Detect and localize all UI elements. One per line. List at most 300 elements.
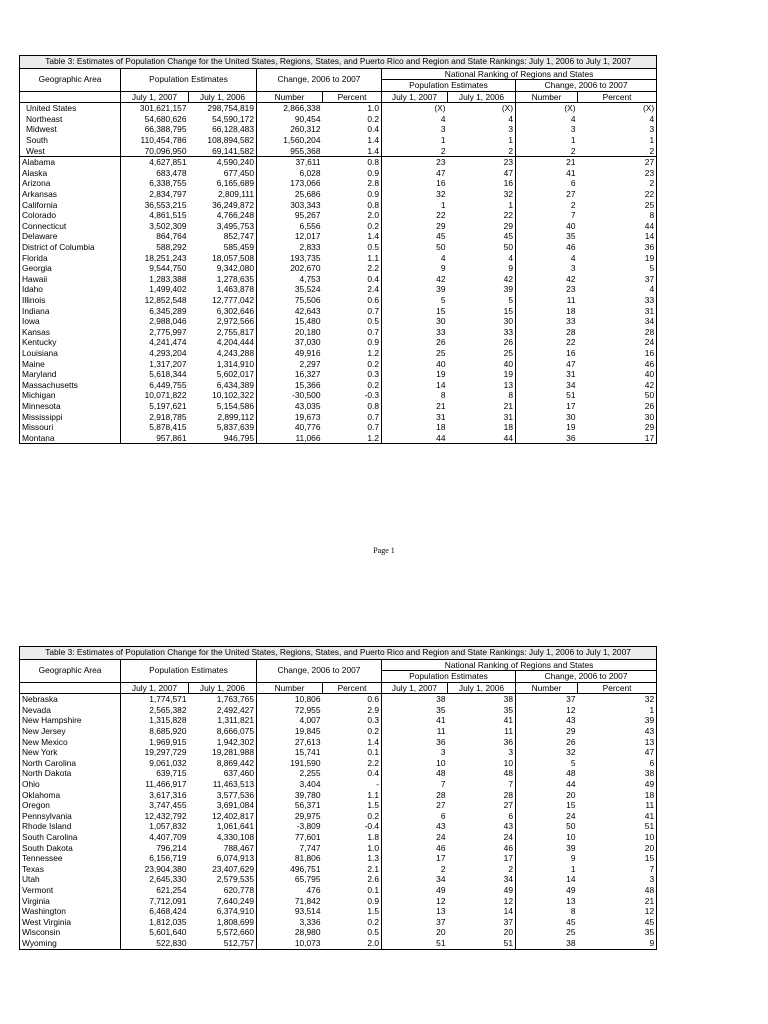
value-cell: 3,502,309 <box>121 221 189 232</box>
value-cell: 21 <box>448 401 516 412</box>
value-cell: 29,975 <box>294 810 321 821</box>
value-cell: 65,795 <box>294 874 321 885</box>
subheader-row <box>20 91 657 103</box>
table-row <box>20 242 657 253</box>
value-cell: 37 <box>516 694 578 705</box>
value-cell: 12,432,792 <box>121 811 189 822</box>
table-row <box>20 135 657 146</box>
value-cell: 38 <box>578 768 657 779</box>
value-cell: 1.3 <box>323 853 382 864</box>
geographic-area-cell: Florida <box>20 253 121 264</box>
subheader-cell: July 1, 2006 <box>448 682 516 694</box>
value-cell: 77,601 <box>294 832 321 842</box>
subheader-row <box>20 682 657 694</box>
value-cell: 42 <box>436 273 446 284</box>
value-cell: 3 <box>578 124 657 135</box>
value-cell: -0.3 <box>323 390 382 401</box>
geographic-area-cell: Indiana <box>20 306 121 317</box>
table-row <box>20 189 657 200</box>
value-cell: 71,842 <box>294 895 321 906</box>
value-cell: 31 <box>448 412 516 423</box>
value-cell: 0.5 <box>323 242 382 253</box>
value-cell: 32 <box>566 747 576 758</box>
value-cell: 37,611 <box>257 157 323 168</box>
value-cell: 3,336 <box>299 916 321 927</box>
value-cell: 1.5 <box>323 906 382 917</box>
value-cell: 16 <box>436 178 446 189</box>
value-cell: 0.4 <box>323 124 382 135</box>
geographic-area-cell: Wyoming <box>20 938 121 949</box>
value-cell: 4 <box>570 252 576 263</box>
table-row <box>20 253 657 264</box>
value-cell: 788,467 <box>189 843 257 854</box>
value-cell: 4,861,515 <box>121 210 189 221</box>
value-cell: 5 <box>578 263 657 274</box>
value-cell: 25 <box>448 348 516 359</box>
value-cell: 0.8 <box>323 200 382 211</box>
value-cell: 12,777,042 <box>189 295 257 306</box>
value-cell: 29 <box>566 726 576 737</box>
geographic-area-cell: New Hampshire <box>20 715 121 726</box>
value-cell: 110,454,786 <box>121 135 189 146</box>
value-cell: 2,565,382 <box>121 705 189 716</box>
geographic-area-cell: Idaho <box>20 284 121 295</box>
table-row <box>20 369 657 380</box>
value-cell: 44 <box>578 221 657 232</box>
value-cell: 260,312 <box>290 124 321 135</box>
value-cell: 32 <box>578 694 657 705</box>
value-cell: 48 <box>578 885 657 896</box>
value-cell: 50 <box>578 390 657 401</box>
value-cell: 23,407,629 <box>189 864 257 875</box>
value-cell: 5,197,621 <box>121 401 189 412</box>
value-cell: 1,315,828 <box>121 715 189 726</box>
geographic-area-cell: North Dakota <box>20 768 121 779</box>
geographic-area-cell: Utah <box>20 874 121 885</box>
value-cell: 1.4 <box>323 135 382 146</box>
value-cell: 6 <box>578 758 657 769</box>
value-cell: 0.6 <box>323 295 382 306</box>
value-cell: 864,764 <box>121 231 189 242</box>
geographic-area-cell: Maryland <box>20 369 121 380</box>
value-cell: 36 <box>516 433 578 444</box>
table-row <box>20 168 657 179</box>
value-cell: 19 <box>436 369 446 380</box>
value-cell: 2 <box>440 863 446 874</box>
value-cell: 1,057,832 <box>121 821 189 832</box>
geographic-area-cell: Hawaii <box>20 274 121 285</box>
value-cell: 33 <box>566 316 576 327</box>
value-cell: 42 <box>566 273 576 284</box>
value-cell: 20 <box>436 927 446 938</box>
value-cell: 11 <box>578 800 657 811</box>
value-cell: 44 <box>566 779 576 790</box>
value-cell: (X) <box>382 103 448 114</box>
value-cell: 47 <box>436 167 446 178</box>
value-cell: 50 <box>436 242 446 252</box>
value-cell: 1,463,878 <box>189 284 257 295</box>
table-row <box>20 758 657 769</box>
subheader-cell: Percent <box>323 682 382 694</box>
value-cell: 30 <box>436 316 446 327</box>
value-cell: 11,466,917 <box>121 779 189 790</box>
table-row <box>20 715 657 726</box>
value-cell: 2.1 <box>323 864 382 875</box>
geographic-area-cell: Kentucky <box>20 337 121 348</box>
value-cell: 35 <box>566 231 576 242</box>
value-cell: 23 <box>578 168 657 179</box>
value-cell: 6 <box>440 810 446 821</box>
table-row <box>20 726 657 737</box>
value-cell: 4 <box>570 113 576 124</box>
value-cell: 6,345,289 <box>121 306 189 317</box>
value-cell: 0.5 <box>323 927 382 938</box>
geographic-area-cell: Alaska <box>20 168 121 179</box>
value-cell: 2 <box>440 145 446 156</box>
value-cell: 26 <box>436 337 446 348</box>
value-cell: 2 <box>448 146 516 157</box>
geographic-area-cell: Mississippi <box>20 412 121 423</box>
value-cell: 3,495,753 <box>189 221 257 232</box>
geographic-area-cell: Ohio <box>20 779 121 790</box>
value-cell: 10 <box>578 832 657 843</box>
value-cell: 2,866,338 <box>257 103 323 114</box>
value-cell: 173,066 <box>290 178 321 189</box>
geographic-area-cell: Missouri <box>20 422 121 433</box>
value-cell: 4,293,204 <box>121 348 189 359</box>
value-cell: 16 <box>578 348 657 359</box>
value-cell: 12 <box>578 906 657 917</box>
value-cell: 43 <box>436 821 446 832</box>
value-cell: 25 <box>436 347 446 358</box>
value-cell: 48 <box>448 768 516 779</box>
value-cell: 1.1 <box>323 790 382 801</box>
value-cell: 10,071,822 <box>121 390 189 401</box>
value-cell: 45 <box>436 231 446 242</box>
value-cell: 44 <box>448 433 516 444</box>
value-cell: 72,955 <box>294 704 321 715</box>
value-cell: 14 <box>448 906 516 917</box>
value-cell: 50 <box>566 821 576 832</box>
value-cell: 36 <box>448 737 516 748</box>
table-row <box>20 210 657 221</box>
geographic-area-cell: West Virginia <box>20 917 121 928</box>
table-row <box>20 433 657 444</box>
geographic-area-cell: United States <box>20 103 121 114</box>
value-cell: 3,617,316 <box>121 790 189 801</box>
geographic-area-cell: Virginia <box>20 896 121 907</box>
value-cell: 54,590,172 <box>189 114 257 125</box>
value-cell: 41 <box>578 811 657 822</box>
value-cell: 20,180 <box>294 326 321 337</box>
value-cell: 5 <box>440 294 446 305</box>
geographic-area-cell: New Jersey <box>20 726 121 737</box>
table-row <box>20 114 657 125</box>
value-cell: 1,969,915 <box>121 737 189 748</box>
value-cell: 7 <box>578 864 657 875</box>
value-cell: 81,806 <box>294 853 321 864</box>
value-cell: 18 <box>436 422 446 433</box>
value-cell: 0.2 <box>323 726 382 737</box>
value-cell: 0.9 <box>323 189 382 200</box>
value-cell: 4,243,288 <box>189 348 257 359</box>
table-row <box>20 263 657 274</box>
value-cell: 46 <box>448 843 516 854</box>
value-cell: 4 <box>448 114 516 125</box>
table-page-2 <box>19 646 656 950</box>
value-cell: 49 <box>436 884 446 895</box>
table-row <box>20 747 657 758</box>
value-cell: 29 <box>578 422 657 433</box>
geographic-area-cell: Michigan <box>20 390 121 401</box>
subheader-cell: Number <box>257 91 323 103</box>
value-cell: 1 <box>578 705 657 716</box>
value-cell: 512,757 <box>189 938 257 949</box>
value-cell: 1 <box>448 135 516 146</box>
value-cell: 30 <box>566 411 576 422</box>
subheader-cell: Percent <box>578 91 657 103</box>
value-cell: 4,766,248 <box>189 210 257 221</box>
value-cell: 298,754,819 <box>189 103 257 114</box>
value-cell: 5,878,415 <box>121 422 189 433</box>
table-row <box>20 390 657 401</box>
value-cell: 3 <box>448 124 516 135</box>
header-rank-change: Change, 2006 to 2007 <box>516 80 657 92</box>
value-cell: 23,904,380 <box>121 864 189 875</box>
table-row <box>20 737 657 748</box>
geographic-area-cell: Maine <box>20 359 121 370</box>
value-cell: 19 <box>578 253 657 264</box>
table-row <box>20 231 657 242</box>
value-cell: 6 <box>570 178 576 189</box>
value-cell: 37 <box>436 916 446 927</box>
value-cell: 36 <box>436 736 446 747</box>
value-cell: 1 <box>440 135 446 146</box>
geographic-area-cell: Oklahoma <box>20 790 121 801</box>
value-cell: 1.0 <box>323 103 382 114</box>
value-cell: 75,506 <box>294 294 321 305</box>
value-cell: 15 <box>448 306 516 317</box>
value-cell: 4,204,444 <box>189 337 257 348</box>
value-cell: 5,618,344 <box>121 369 189 380</box>
value-cell: 40 <box>566 220 576 231</box>
geographic-area-cell: Massachusetts <box>20 380 121 391</box>
value-cell: 40 <box>448 359 516 370</box>
value-cell: 2.0 <box>323 938 382 949</box>
value-cell: 35 <box>448 705 516 716</box>
value-cell: 796,214 <box>121 843 189 854</box>
value-cell: 21 <box>516 157 578 168</box>
value-cell: 15 <box>566 800 576 811</box>
table-title: Table 3: Estimates of Population Change for the United States, Regions, States, and Puerto Rico and Region and State Rankings: July 1, 2006 to July 1, 2007 <box>20 56 657 69</box>
value-cell: 0.2 <box>323 221 382 232</box>
value-cell: 26 <box>566 736 576 747</box>
table-row <box>20 306 657 317</box>
value-cell: (X) <box>448 103 516 114</box>
value-cell: 44 <box>382 433 448 444</box>
table-row <box>20 917 657 928</box>
value-cell: 43 <box>448 821 516 832</box>
geographic-area-cell: Arizona <box>20 178 121 189</box>
value-cell: 108,894,582 <box>189 135 257 146</box>
table-row <box>20 422 657 433</box>
value-cell: 22 <box>436 210 446 221</box>
value-cell: 5,837,639 <box>189 422 257 433</box>
value-cell: 17 <box>436 853 446 864</box>
value-cell: 34 <box>448 874 516 885</box>
value-cell: 13 <box>436 906 446 917</box>
value-cell: 7,640,249 <box>189 896 257 907</box>
subheader-cell: July 1, 2006 <box>448 91 516 103</box>
value-cell: 3 <box>440 747 446 758</box>
population-table-2 <box>19 646 657 950</box>
value-cell: 2 <box>570 199 576 210</box>
geographic-area-cell: South <box>20 135 121 146</box>
value-cell: 2,833 <box>299 242 321 252</box>
value-cell: 19,281,988 <box>189 747 257 758</box>
value-cell: 27 <box>436 800 446 811</box>
value-cell: 4 <box>440 113 446 124</box>
value-cell: (X) <box>516 103 578 114</box>
table-row <box>20 927 657 938</box>
value-cell: 19 <box>448 369 516 380</box>
value-cell: 301,621,157 <box>121 103 189 114</box>
value-cell: 1.2 <box>323 433 382 444</box>
value-cell: 39 <box>436 284 446 295</box>
value-cell: 3 <box>448 747 516 758</box>
subheader-cell: July 1, 2007 <box>121 91 189 103</box>
value-cell: 15 <box>436 305 446 316</box>
table-row <box>20 274 657 285</box>
table-page-1 <box>19 55 656 444</box>
value-cell: 0.2 <box>323 380 382 391</box>
subheader-cell: July 1, 2006 <box>189 91 257 103</box>
value-cell: 2,645,330 <box>121 874 189 885</box>
table-row <box>20 337 657 348</box>
value-cell: 2,297 <box>299 358 321 369</box>
value-cell: 9 <box>578 938 657 949</box>
value-cell: 2.2 <box>323 263 382 274</box>
value-cell: 6,374,910 <box>189 906 257 917</box>
value-cell: 16,327 <box>294 369 321 380</box>
value-cell: 0.3 <box>323 369 382 380</box>
value-cell: 2,972,566 <box>189 316 257 327</box>
table-row <box>20 832 657 843</box>
value-cell: 54,680,626 <box>121 114 189 125</box>
value-cell: 620,778 <box>189 885 257 896</box>
value-cell: 20 <box>578 843 657 854</box>
value-cell: 7 <box>570 210 576 221</box>
value-cell: 6,556 <box>299 220 321 231</box>
value-cell: 6 <box>448 811 516 822</box>
value-cell: 13 <box>448 380 516 391</box>
table-body-1 <box>20 103 657 444</box>
value-cell: 14 <box>436 379 446 390</box>
value-cell: 42 <box>448 274 516 285</box>
value-cell: 34 <box>578 316 657 327</box>
header-rank-change: Change, 2006 to 2007 <box>516 671 657 683</box>
value-cell: 43,035 <box>294 400 321 411</box>
header-national-ranking: National Ranking of Regions and States <box>382 659 657 671</box>
geographic-area-cell: Vermont <box>20 885 121 896</box>
value-cell: 2,755,817 <box>189 327 257 338</box>
value-cell: 5,572,660 <box>189 927 257 938</box>
value-cell: 9 <box>570 853 576 864</box>
table-row <box>20 157 657 168</box>
value-cell: 33 <box>436 326 446 337</box>
value-cell: 70,096,950 <box>121 146 189 157</box>
value-cell: 4,407,709 <box>121 832 189 843</box>
value-cell: 4 <box>440 252 446 263</box>
value-cell: 2.4 <box>323 284 382 295</box>
value-cell: 8 <box>440 390 446 401</box>
value-cell: 3,747,455 <box>121 800 189 811</box>
value-cell: 36 <box>578 242 657 253</box>
table-row <box>20 316 657 327</box>
value-cell: 1 <box>440 199 446 210</box>
value-cell: 8 <box>448 390 516 401</box>
geographic-area-cell: Texas <box>20 864 121 875</box>
value-cell: 7 <box>440 779 446 790</box>
geographic-area-cell: Minnesota <box>20 401 121 412</box>
value-cell: 852,747 <box>189 231 257 242</box>
value-cell: 19 <box>566 422 576 433</box>
value-cell: -0.4 <box>323 821 382 832</box>
value-cell: 50 <box>448 242 516 253</box>
header-rank-population: Population Estimates <box>382 671 516 683</box>
value-cell: 955,368 <box>290 145 321 156</box>
value-cell: 20 <box>448 927 516 938</box>
value-cell: 2 <box>578 178 657 189</box>
value-cell: 1,314,910 <box>189 359 257 370</box>
table-row <box>20 821 657 832</box>
value-cell: 12 <box>436 895 446 906</box>
value-cell: 45 <box>448 231 516 242</box>
geographic-area-cell: North Carolina <box>20 758 121 769</box>
table-row <box>20 178 657 189</box>
header-rank-population: Population Estimates <box>382 80 516 92</box>
geographic-area-cell: Arkansas <box>20 189 121 200</box>
value-cell: 0.8 <box>323 401 382 412</box>
value-cell: 18 <box>578 790 657 801</box>
value-cell: 0.1 <box>323 885 382 896</box>
value-cell: 51 <box>566 390 576 401</box>
value-cell: 13 <box>578 737 657 748</box>
value-cell: 2,579,535 <box>189 874 257 885</box>
value-cell: 11 <box>436 726 446 737</box>
table-row <box>20 768 657 779</box>
value-cell: 66,388,795 <box>121 124 189 135</box>
table-row <box>20 284 657 295</box>
value-cell: 6,165,689 <box>189 178 257 189</box>
value-cell: 25 <box>566 927 576 938</box>
value-cell: 1,808,699 <box>189 917 257 928</box>
value-cell: 4 <box>448 253 516 264</box>
value-cell: 39,780 <box>294 789 321 800</box>
value-cell: 3 <box>570 263 576 274</box>
geographic-area-cell: New Mexico <box>20 737 121 748</box>
value-cell: 7,747 <box>299 842 321 853</box>
value-cell: 1,061,641 <box>189 821 257 832</box>
header-geographic-area: Geographic Area <box>20 68 121 91</box>
table-row <box>20 874 657 885</box>
value-cell: 23 <box>566 284 576 295</box>
value-cell: 2.0 <box>323 210 382 221</box>
value-cell: 10,102,322 <box>189 390 257 401</box>
value-cell: 0.4 <box>323 768 382 779</box>
value-cell: 2.6 <box>323 874 382 885</box>
value-cell: 191,590 <box>290 757 321 768</box>
